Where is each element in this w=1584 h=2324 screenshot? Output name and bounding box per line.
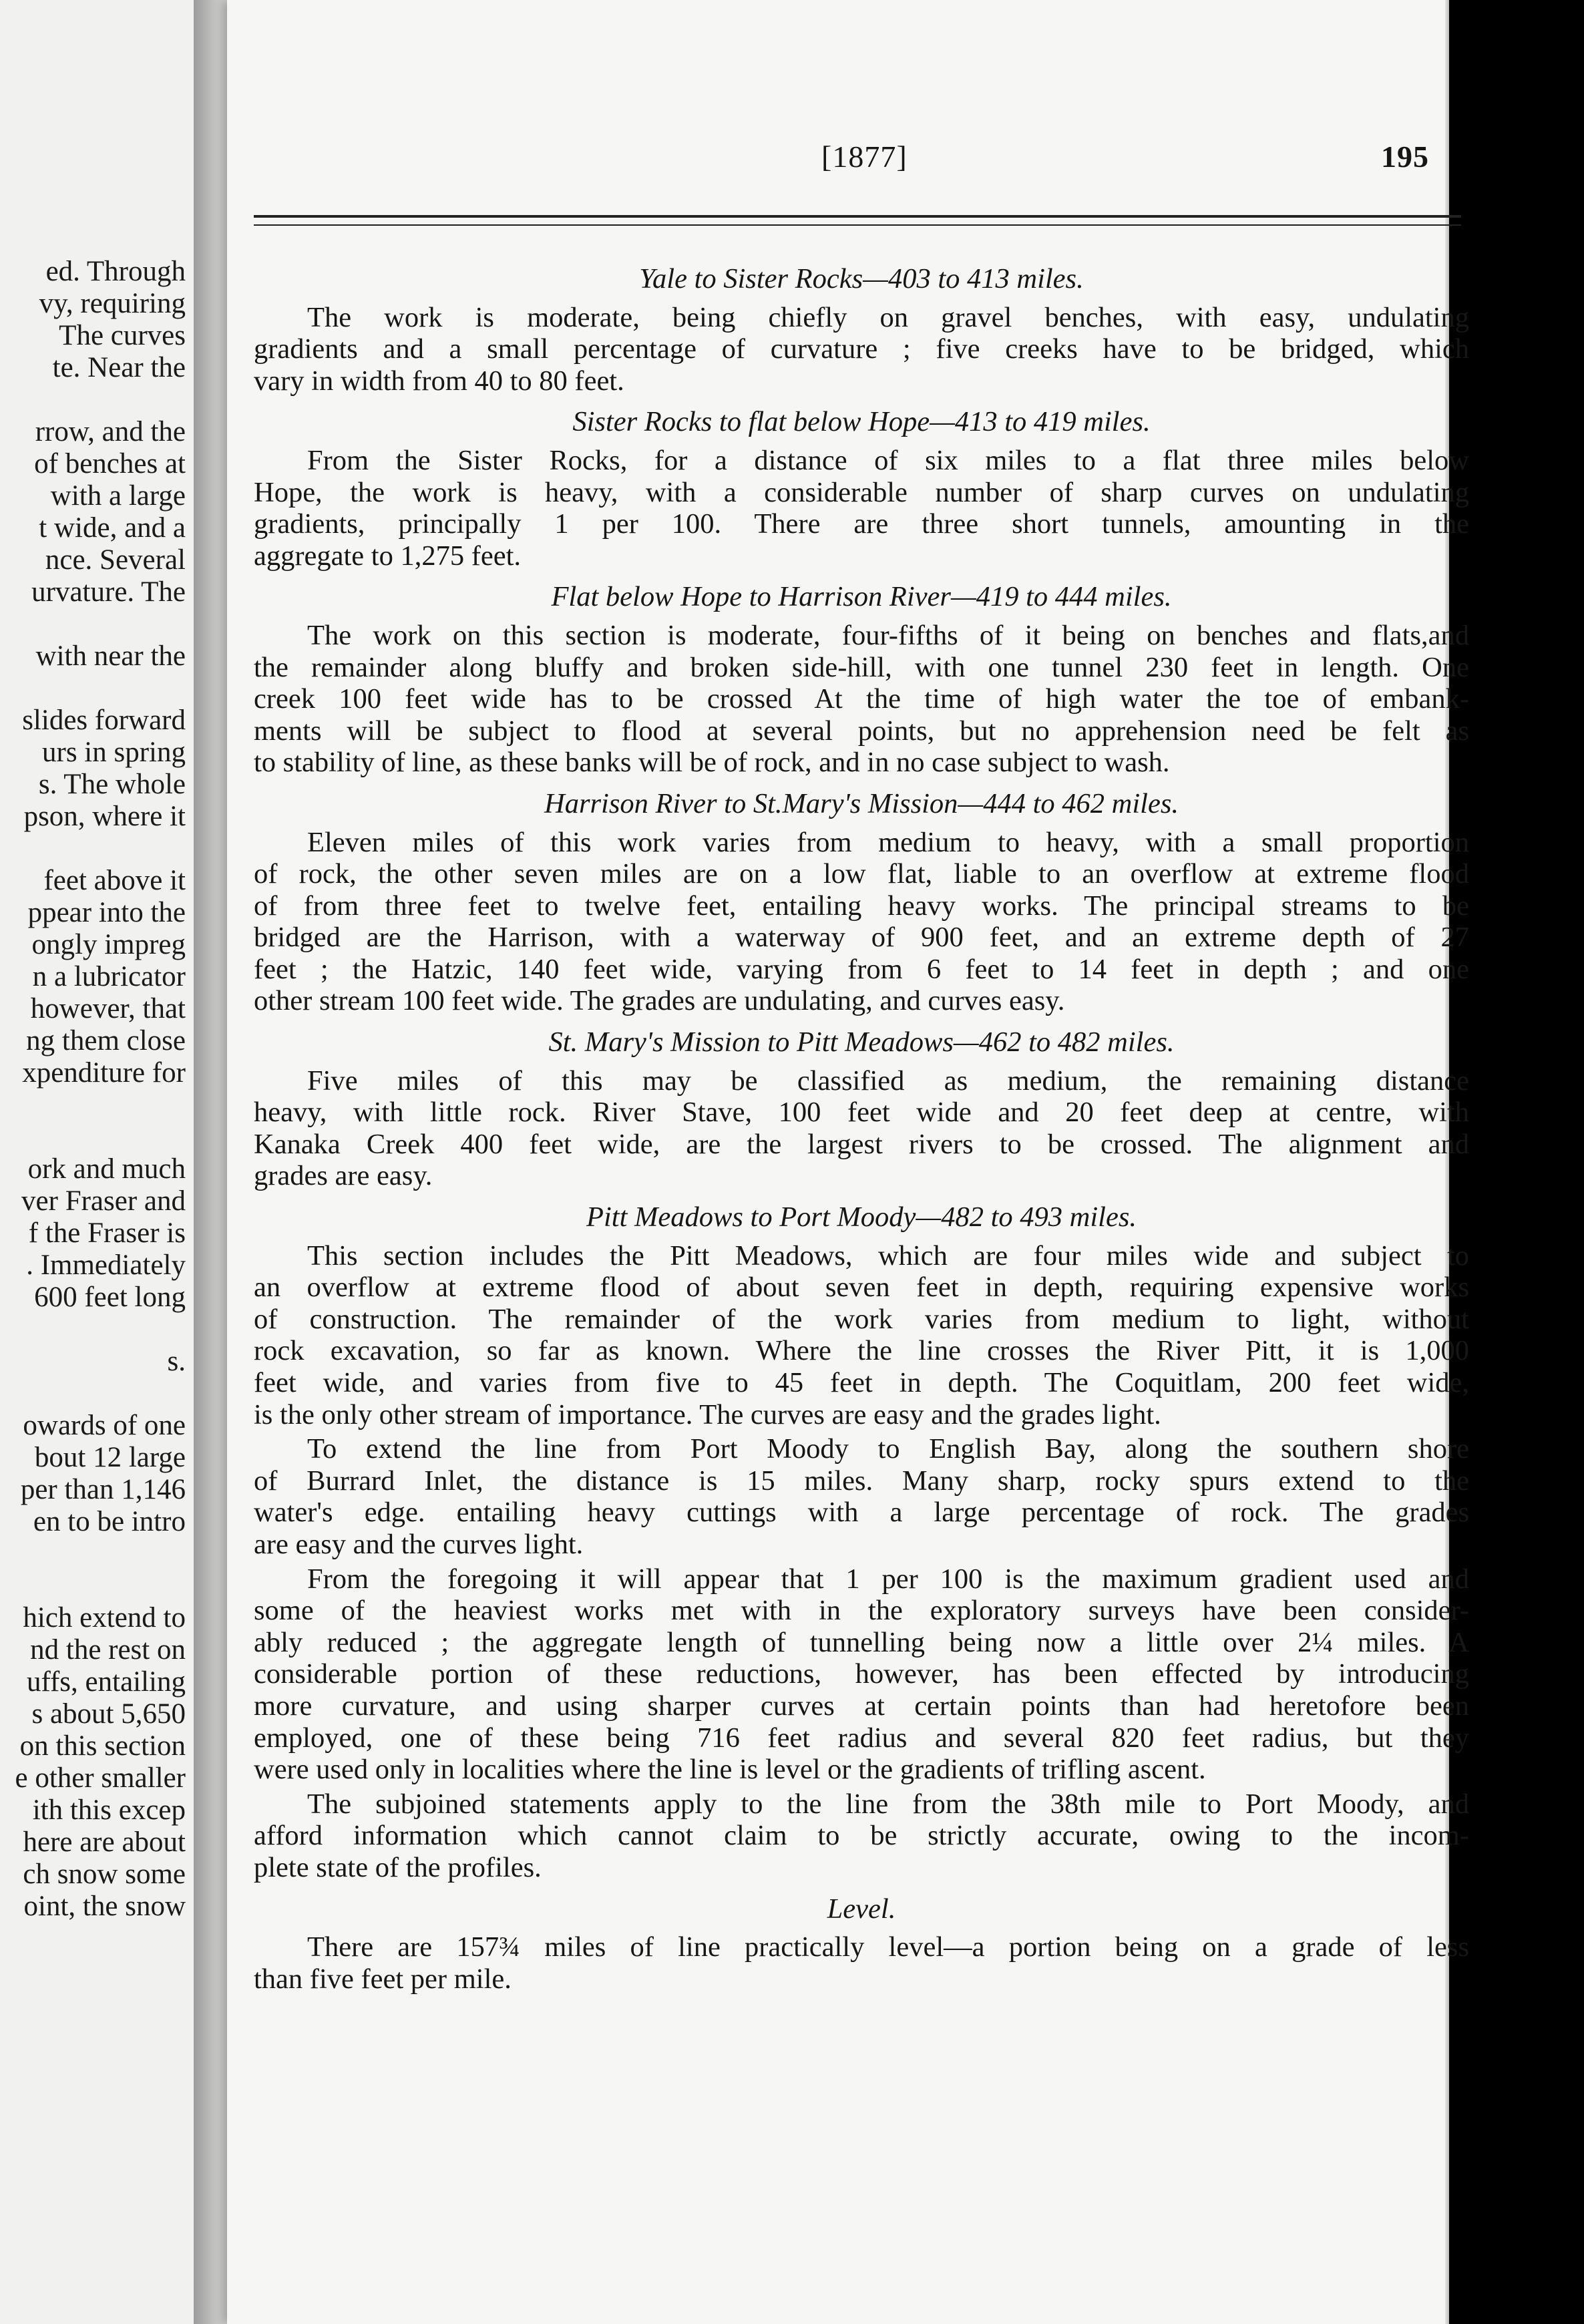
facing-page-text-line: nce. Several [45, 544, 186, 576]
facing-page-text-line: uffs, entailing [26, 1666, 186, 1698]
section [254, 1026, 1469, 1192]
paragraph [254, 1065, 1469, 1192]
text-line: considerable portion of these reductions, however, has been effected by introducing [254, 1658, 1469, 1690]
text-line: are easy and the curves light. [254, 1528, 584, 1560]
facing-page-text-line: ppear into the [27, 897, 186, 928]
text-line: gradients and a small percentage of curvature ; five creeks have to be bridged, which [254, 333, 1469, 365]
section-heading: Yale to Sister Rocks—403 to 413 miles. [639, 263, 1084, 295]
text-line: is the only other stream of importance. The curves are easy and the grades light. [254, 1398, 1161, 1430]
text-line: were used only in localities where the line is level or the gradients of trifling ascent. [254, 1754, 1206, 1786]
text-line: employed, one of these being 716 feet radius and several 820 feet radius, but they [254, 1722, 1469, 1754]
paragraph [254, 445, 1469, 572]
facing-page-text-line: with near the [35, 640, 186, 672]
section [254, 406, 1469, 572]
facing-page-text-line: n a lubricator [32, 961, 186, 992]
page-body [254, 254, 1469, 1997]
facing-page-text-line: of benches at [34, 448, 186, 479]
section-heading: Level. [827, 1893, 896, 1925]
facing-page-text-line: f the Fraser is [28, 1217, 186, 1249]
text-line: of rock, the other seven miles are on a low flat, liable to an overflow at extreme flood [254, 858, 1469, 890]
text-line: water's edge. entailing heavy cuttings with a large percentage of rock. The grades [254, 1497, 1469, 1529]
section-heading: Sister Rocks to flat below Hope—413 to 419 miles. [572, 406, 1151, 438]
text-line: bridged are the Harrison, with a waterway of 900 feet, and an extreme depth of 27 [254, 922, 1469, 954]
text-line: To extend the line from Port Moody to English Bay, along the southern shore [307, 1433, 1469, 1465]
text-line: The work is moderate, being chiefly on gravel benches, with easy, undulating [307, 301, 1469, 333]
paragraph [254, 1433, 1469, 1560]
facing-page-text-line: ed. Through [45, 256, 186, 287]
facing-page-text-line: owards of one [23, 1410, 186, 1441]
paragraph [254, 1788, 1469, 1884]
facing-page-text-line: urs in spring [42, 737, 186, 768]
paragraph [254, 1563, 1469, 1786]
facing-page-text-line: however, that [30, 993, 186, 1024]
facing-page-text-line: s about 5,650 [31, 1698, 186, 1730]
text-line: heavy, with little rock. River Stave, 100 feet wide and 20 feet deep at centre, with [254, 1097, 1469, 1129]
text-line: creek 100 feet wide has to be crossed At the time of high water the toe of embank- [254, 683, 1469, 715]
facing-page-text-line: slides forward [22, 705, 186, 736]
text-line: Hope, the work is heavy, with a considerable number of sharp curves on undulating [254, 476, 1469, 508]
text-line: ably reduced ; the aggregate length of tunnelling being now a little over 2¼ miles. A [254, 1626, 1469, 1658]
text-line: grades are easy. [254, 1160, 433, 1192]
facing-page-text-line: on this section [19, 1730, 186, 1762]
facing-page-text-line: ork and much [27, 1153, 186, 1185]
text-line: than five feet per mile. [254, 1963, 512, 1995]
facing-page-text-line: te. Near the [52, 352, 186, 383]
paragraph [254, 1931, 1469, 1995]
facing-page-text-line: . Immediately [26, 1249, 186, 1281]
text-line: Five miles of this may be classified as medium, the remaining distance [307, 1064, 1469, 1097]
facing-page-text-line: with a large [50, 480, 186, 512]
text-line: of from three feet to twelve feet, entailing heavy works. The principal streams to be [254, 890, 1469, 922]
facing-page-text-line: t wide, and a [39, 512, 186, 544]
text-line: other stream 100 feet wide. The grades are undulating, and curves easy. [254, 985, 1065, 1017]
facing-page-text-line: per than 1,146 [20, 1474, 186, 1505]
facing-page-text-line: ng them close [26, 1025, 186, 1056]
paragraph [254, 1240, 1469, 1431]
facing-page-text-line: s. [167, 1346, 186, 1377]
text-line: some of the heaviest works met with in the exploratory surveys have been consider- [254, 1595, 1469, 1627]
document-page [227, 0, 1469, 2324]
text-line: of construction. The remainder of the work varies from medium to light, without [254, 1303, 1469, 1335]
facing-page-text-line: s. The whole [38, 769, 186, 800]
section [254, 1893, 1469, 1995]
header-rule-thin [254, 224, 1461, 226]
facing-page-text-line: xpenditure for [22, 1057, 186, 1089]
facing-page-text-line: hich extend to [23, 1602, 186, 1633]
section [254, 1201, 1469, 1883]
text-line: Kanaka Creek 400 feet wide, are the largest rivers to be crossed. The alignment and [254, 1128, 1469, 1160]
facing-page-text-line: The curves [59, 320, 186, 351]
facing-page-text-line: rrow, and the [35, 416, 186, 447]
text-line: of Burrard Inlet, the distance is 15 miles. Many sharp, rocky spurs extend to the [254, 1465, 1469, 1497]
text-line: afford information which cannot claim to be strictly accurate, owing to the incom- [254, 1820, 1469, 1852]
text-line: an overflow at extreme flood of about seven feet in depth, requiring expensive works [254, 1272, 1469, 1304]
text-line: to stability of line, as these banks will be of rock, and in no case subject to wash. [254, 747, 1170, 779]
text-line: From the Sister Rocks, for a distance of six miles to a flat three miles below [307, 444, 1469, 476]
text-line: From the foregoing it will appear that 1 per 100 is the maximum gradient used and [307, 1563, 1469, 1595]
text-line: Eleven miles of this work varies from medium to heavy, with a small proportion [307, 826, 1469, 858]
paragraph [254, 827, 1469, 1018]
text-line: rock excavation, so far as known. Where the line crosses the River Pitt, it is 1,000 [254, 1335, 1469, 1367]
facing-page-text-line: ver Fraser and [21, 1185, 186, 1217]
facing-page-text-line: feet above it [43, 865, 186, 896]
section [254, 263, 1469, 397]
paragraph [254, 302, 1469, 397]
text-line: gradients, principally 1 per 100. There are three short tunnels, amounting in the [254, 508, 1469, 540]
facing-page-text-line: vy, requiring [39, 288, 186, 319]
facing-page-text-line: nd the rest on [30, 1634, 186, 1666]
text-line: ments will be subject to flood at several points, but no apprehension need be felt as [254, 715, 1469, 747]
paragraph [254, 620, 1469, 779]
facing-page-fragment [0, 0, 200, 2324]
section-heading: Pitt Meadows to Port Moody—482 to 493 miles. [586, 1201, 1137, 1233]
facing-page-text-line: bout 12 large [34, 1442, 186, 1473]
facing-page-text-line: en to be intro [33, 1506, 186, 1537]
facing-page-text-line: ch snow some [23, 1859, 186, 1890]
text-line: more curvature, and using sharper curves at certain points than had heretofore been [254, 1690, 1469, 1722]
facing-page-text-line: ongly impreg [31, 929, 186, 960]
page-number: 195 [1381, 140, 1429, 174]
text-line: The subjoined statements apply to the line from the 38th mile to Port Moody, and [307, 1788, 1469, 1820]
facing-page-text-line: urvature. The [31, 576, 186, 608]
text-line: This section includes the Pitt Meadows, which are four miles wide and subject to [307, 1239, 1469, 1272]
text-line: the remainder along bluffy and broken side-hill, with one tunnel 230 feet in length. One [254, 651, 1469, 683]
facing-page-text-line: here are about [23, 1826, 186, 1858]
section [254, 581, 1469, 779]
text-line: plete state of the profiles. [254, 1851, 542, 1883]
text-line: aggregate to 1,275 feet. [254, 540, 522, 572]
facing-page-text-line: pson, where it [23, 801, 186, 832]
section-heading: Harrison River to St.Mary's Mission—444 to 462 miles. [544, 787, 1179, 819]
section-heading: St. Mary's Mission to Pitt Meadows—462 to 482 miles. [548, 1026, 1175, 1058]
facing-page-text-line: ith this excep [32, 1794, 186, 1826]
running-head-year: [1877] [821, 140, 908, 174]
section [254, 788, 1469, 1017]
facing-page-text-line: oint, the snow [23, 1891, 186, 1922]
header-rule [254, 215, 1461, 218]
text-line: feet ; the Hatzic, 140 feet wide, varying from 6 feet to 14 feet in depth ; and one [254, 953, 1469, 985]
facing-page-text-line: 600 feet long [34, 1282, 186, 1313]
facing-page-text-line: e other smaller [15, 1762, 186, 1794]
text-line: vary in width from 40 to 80 feet. [254, 365, 624, 397]
text-line: feet wide, and varies from five to 45 feet in depth. The Coquitlam, 200 feet wide, [254, 1367, 1469, 1398]
section-heading: Flat below Hope to Harrison River—419 to 444 miles. [551, 581, 1172, 613]
text-line: There are 157¾ miles of line practically level—a portion being on a grade of less [307, 1931, 1469, 1963]
text-line: The work on this section is moderate, four-fifths of it being on benches and flats,and [307, 619, 1469, 651]
